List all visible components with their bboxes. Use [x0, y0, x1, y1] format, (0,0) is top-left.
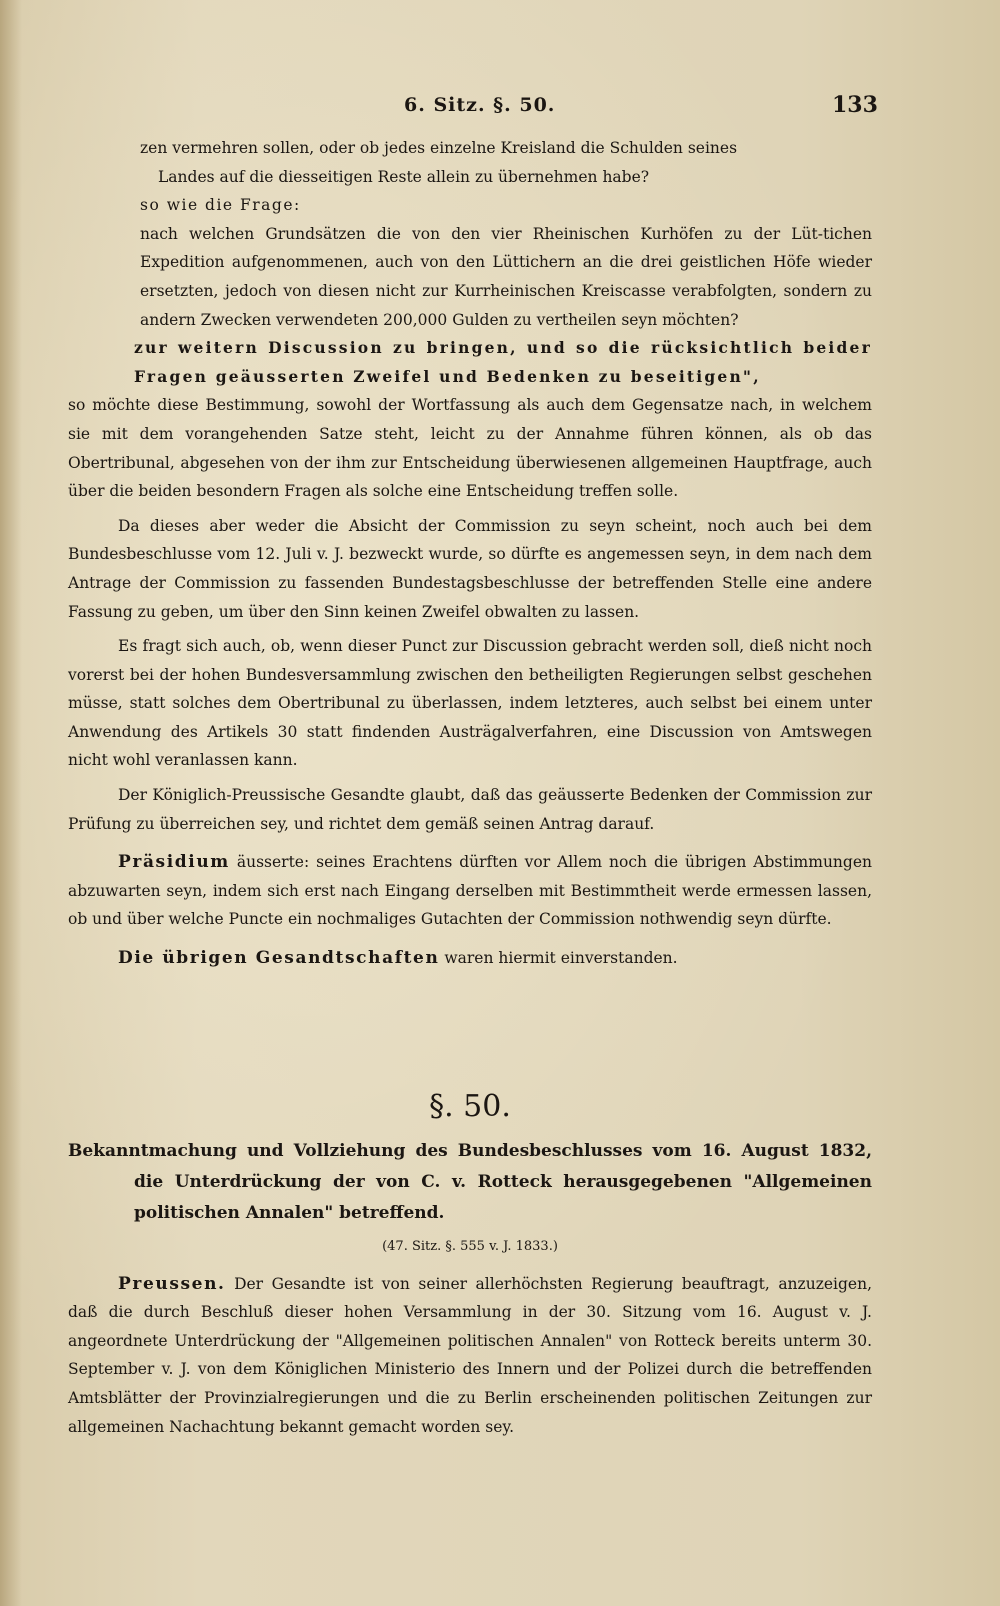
section-title: §. 50.: [429, 1089, 511, 1124]
section-50: [68, 1090, 872, 1441]
section-heading: Bekanntmachung und Vollziehung des Bundesbeschlusses vom 16. August 1832, die Unterdrückung der von C. v. Rotteck herausgegebenen "Allgemeinen politischen Annalen" betreffend.: [68, 1141, 872, 1223]
paragraph-praesidium: [68, 848, 872, 934]
praesidium-text: äusserte: seines Erachtens dürften vor Allem noch die übrigen Abstimmungen abzuwarten seyn, indem sich erst nach Eingang derselben mit Bestimmtheit werde ermessen lassen, ob und über welche Puncte ein nochmaliges Gutachten der Commission nothwendig seyn dürfte.: [68, 853, 872, 929]
page-header: [0, 94, 1000, 124]
text-line: so wie die Frage:: [140, 196, 301, 215]
preussen-text: Der Gesandte ist von seiner allerhöchsten Regierung beauftragt, anzuzeigen, daß die durch Beschluß dieser hohen Versammlung in der 30. Sitzung vom 16. August v. J. angeordnete Unterdrückung der "Allgemeinen politischen Annalen" von Rotteck bereits unterm 30. September v. J. von dem Königlichen Ministerio des Innern und der Polizei durch die betreffenden Amtsblätter der Provinzialregierungen und die zu Berlin erscheinenden politischen Zeitungen zur allgemeinen Nachachtung bekannt gemacht worden sey.: [68, 1274, 872, 1436]
praesidium-label: Präsidium: [118, 852, 230, 873]
gesandtschaften-label: Die übrigen Gesandtschaften: [118, 948, 440, 969]
page-number: 133: [832, 92, 878, 118]
paragraph-gesandtschaften: [68, 944, 872, 973]
page-edge-shadow: [0, 0, 22, 1606]
gesandtschaften-text: waren hiermit einverstanden.: [444, 949, 678, 968]
running-head: 6. Sitz. §. 50.: [404, 94, 556, 116]
text-line: zen vermehren sollen, oder ob jedes einzelne Kreisland die Schulden seines: [140, 139, 738, 157]
discussion-paragraph: zur weitern Discussion zu bringen, und so die rücksichtlich beider Fragen geäusserten Zweifel und Bedenken zu beseitigen",: [134, 338, 872, 386]
paragraph-es: Es fragt sich auch, ob, wenn dieser Punct zur Discussion gebracht werden soll, dieß nicht noch vorerst bei der hohen Bundesversammlung zwischen den betheiligten Regierungen selbst geschehen müsse, statt solches dem Obertribunal zu überlassen, indem letzteres, auch selbst bei einem unter Anwendung des Artikels 30 statt findenden Austrägalverfahren, eine Discussion von Amtswegen nicht wohl veranlassen kann.: [68, 637, 872, 770]
preussen-label: Preussen.: [118, 1273, 226, 1294]
paragraph-preussen: [68, 1270, 872, 1442]
section-citation: (47. Sitz. §. 555 v. J. 1833.): [382, 1239, 558, 1254]
question-paragraph: nach welchen Grundsätzen die von den vier Rheinischen Kurhöfen zu der Lüt-tichen Expedition aufgenommenen, auch von den Lüttichern an die drei geistlichen Höfe wieder ersetzten, jedoch von diesen nicht zur Kurrheinischen Kreiscasse verabfolgten, sondern zu andern Zwecken verwendeten 200,000 Gulden zu vertheilen seyn möchten?: [140, 224, 872, 329]
paragraph-da: Da dieses aber weder die Absicht der Commission zu seyn scheint, noch auch bei dem Bundesbeschlusse vom 12. Juli v. J. bezweckt wurde, so dürfte es angemessen seyn, in dem nach dem Antrage der Commission zu fassenden Bundestagsbeschlusse der betreffenden Stelle eine andere Fassung zu geben, um über den Sinn keinen Zweifel obwalten zu lassen.: [68, 516, 872, 621]
paragraph-koenig: Der Königlich-Preussische Gesandte glaubt, daß das geäusserte Bedenken der Commission zur Prüfung zu überreichen sey, und richtet dem gemäß seinen Antrag darauf.: [68, 786, 872, 833]
text-line: Landes auf die diesseitigen Reste allein zu übernehmen habe?: [158, 167, 650, 186]
body-text: [68, 134, 872, 973]
continuation-paragraph: so möchte diese Bestimmung, sowohl der Wortfassung als auch dem Gegensatze nach, in welchem sie mit dem vorangehenden Satze steht, leicht zu der Annahme führen können, als ob das Obertribunal, abgesehen von der ihm zur Entscheidung überwiesenen allgemeinen Hauptfrage, auch über die beiden besondern Fragen als solche eine Entscheidung treffen solle.: [68, 396, 872, 501]
